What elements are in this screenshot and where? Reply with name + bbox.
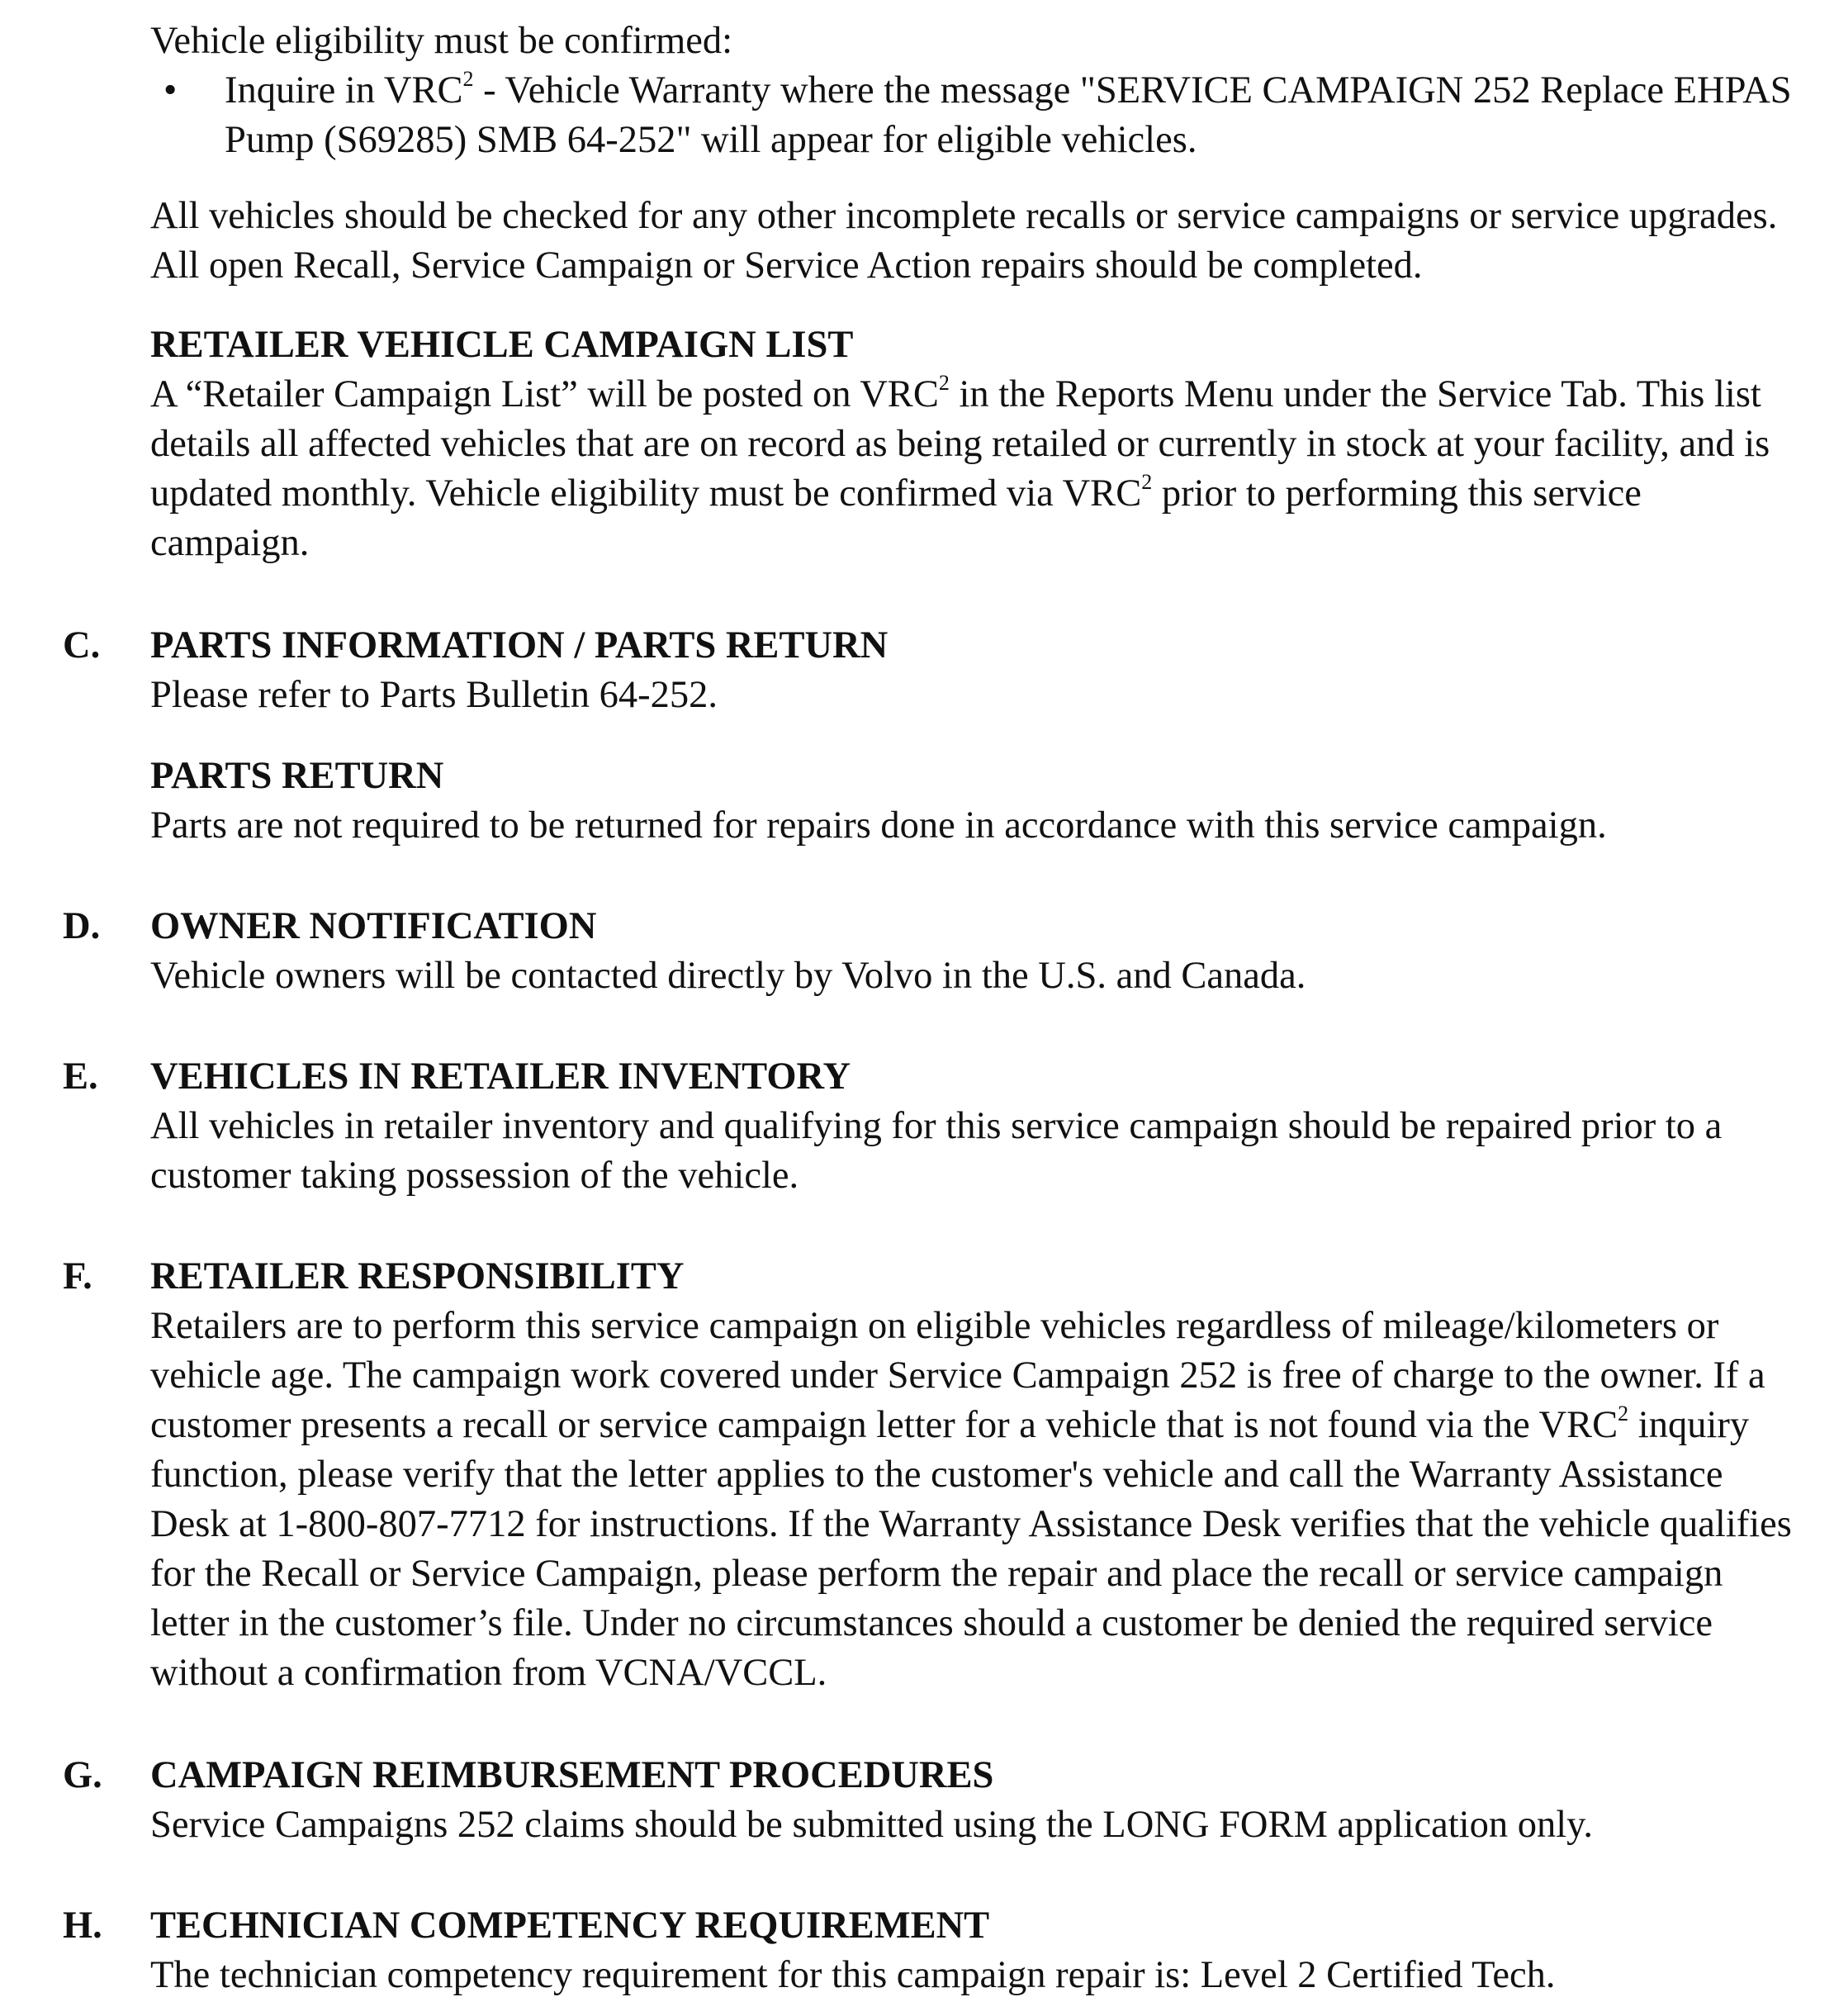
retailer-list-heading: RETAILER VEHICLE CAMPAIGN LIST bbox=[150, 324, 854, 366]
parts-return-block bbox=[150, 752, 1794, 851]
section-f bbox=[150, 1252, 1794, 1698]
section-d-letter: D. bbox=[63, 905, 101, 947]
section-e-heading: VEHICLES IN RETAILER INVENTORY bbox=[150, 1055, 851, 1098]
section-e-text: All vehicles in retailer inventory and qualifying for this service campaign should be repaired prior to a customer taking possession of the vehicle. bbox=[150, 1105, 1723, 1197]
check-paragraph-block bbox=[150, 192, 1794, 291]
bullet-text-part2: - Vehicle Warranty where the message "SERVICE CAMPAIGN 252 Replace EHPAS Pump (S69285) SMB 64-252" will appear for eligible vehicles. bbox=[225, 69, 1792, 161]
section-h-letter: H. bbox=[63, 1905, 102, 1947]
parts-return-text: Parts are not required to be returned for repairs done in accordance with this service campaign. bbox=[150, 804, 1607, 847]
eligibility-bullet bbox=[150, 66, 1794, 165]
section-f-text-part1: Retailers are to perform this service campaign on eligible vehicles regardless of mileage/kilometers or vehicle age. The campaign work covered under Service Campaign 252 is free of charge to the owner. If a customer presents a recall or service campaign letter for a vehicle that is not found via the VRC bbox=[150, 1305, 1765, 1446]
section-g bbox=[150, 1751, 1794, 1850]
retailer-list-block bbox=[150, 320, 1794, 568]
section-d bbox=[150, 902, 1794, 1001]
superscript: 2 bbox=[1618, 1402, 1629, 1425]
superscript: 2 bbox=[938, 371, 950, 395]
section-g-heading: CAMPAIGN REIMBURSEMENT PROCEDURES bbox=[150, 1754, 994, 1796]
eligibility-block bbox=[150, 17, 1794, 165]
section-c bbox=[150, 621, 1794, 720]
section-d-heading: OWNER NOTIFICATION bbox=[150, 905, 597, 947]
section-c-heading: PARTS INFORMATION / PARTS RETURN bbox=[150, 624, 889, 666]
section-e-letter: E. bbox=[63, 1055, 98, 1098]
eligibility-intro: Vehicle eligibility must be confirmed: bbox=[150, 20, 733, 62]
section-h bbox=[150, 1901, 1794, 2000]
check-paragraph: All vehicles should be checked for any other incomplete recalls or service campaigns or service upgrades. All open Recall, Service Campaign or Service Action repairs should be completed. bbox=[150, 195, 1778, 287]
superscript: 2 bbox=[462, 67, 474, 91]
retailer-list-text-part1: A “Retailer Campaign List” will be posted on VRC bbox=[150, 373, 939, 415]
section-f-heading: RETAILER RESPONSIBILITY bbox=[150, 1255, 685, 1297]
section-d-text: Vehicle owners will be contacted directly by Volvo in the U.S. and Canada. bbox=[150, 955, 1306, 997]
section-c-letter: C. bbox=[63, 624, 101, 666]
section-e bbox=[150, 1052, 1794, 1201]
section-f-letter: F. bbox=[63, 1255, 92, 1297]
retailer-list-text bbox=[150, 370, 1794, 568]
section-h-text: The technician competency requirement for this campaign repair is: Level 2 Certified Tech. bbox=[150, 1954, 1556, 1996]
section-f-text-part2: inquiry function, please verify that the letter applies to the customer's vehicle and call the Warranty Assistance Desk at 1-800-807-7712 for instructions. If the Warranty Assistance Desk verifies that the vehicle qualifies for the Recall or Service Campaign, please perform the repair and place the recall or service campaign letter in the customer’s file. Under no circumstances should a customer be denied the required service without a confirmation from VCNA/VCCL. bbox=[150, 1404, 1792, 1694]
retailer-list-text-part3: prior to performing this service campaign. bbox=[150, 472, 1642, 564]
section-f-text bbox=[150, 1302, 1794, 1698]
retailer-list-text-part2: in the Reports Menu under the Service Tab. This list details all affected vehicles that are on record as being retailed or currently in stock at your facility, and is updated monthly. Vehicle eligibility must be confirmed via VRC bbox=[150, 373, 1770, 515]
section-h-heading: TECHNICIAN COMPETENCY REQUIREMENT bbox=[150, 1905, 990, 1947]
section-c-text: Please refer to Parts Bulletin 64-252. bbox=[150, 674, 718, 716]
bullet-text-part1: Inquire in VRC bbox=[225, 69, 463, 111]
section-g-text: Service Campaigns 252 claims should be submitted using the LONG FORM application only. bbox=[150, 1804, 1593, 1846]
superscript: 2 bbox=[1141, 470, 1153, 494]
section-g-letter: G. bbox=[63, 1754, 102, 1796]
bullet-icon: • bbox=[163, 69, 178, 111]
parts-return-heading: PARTS RETURN bbox=[150, 755, 444, 797]
